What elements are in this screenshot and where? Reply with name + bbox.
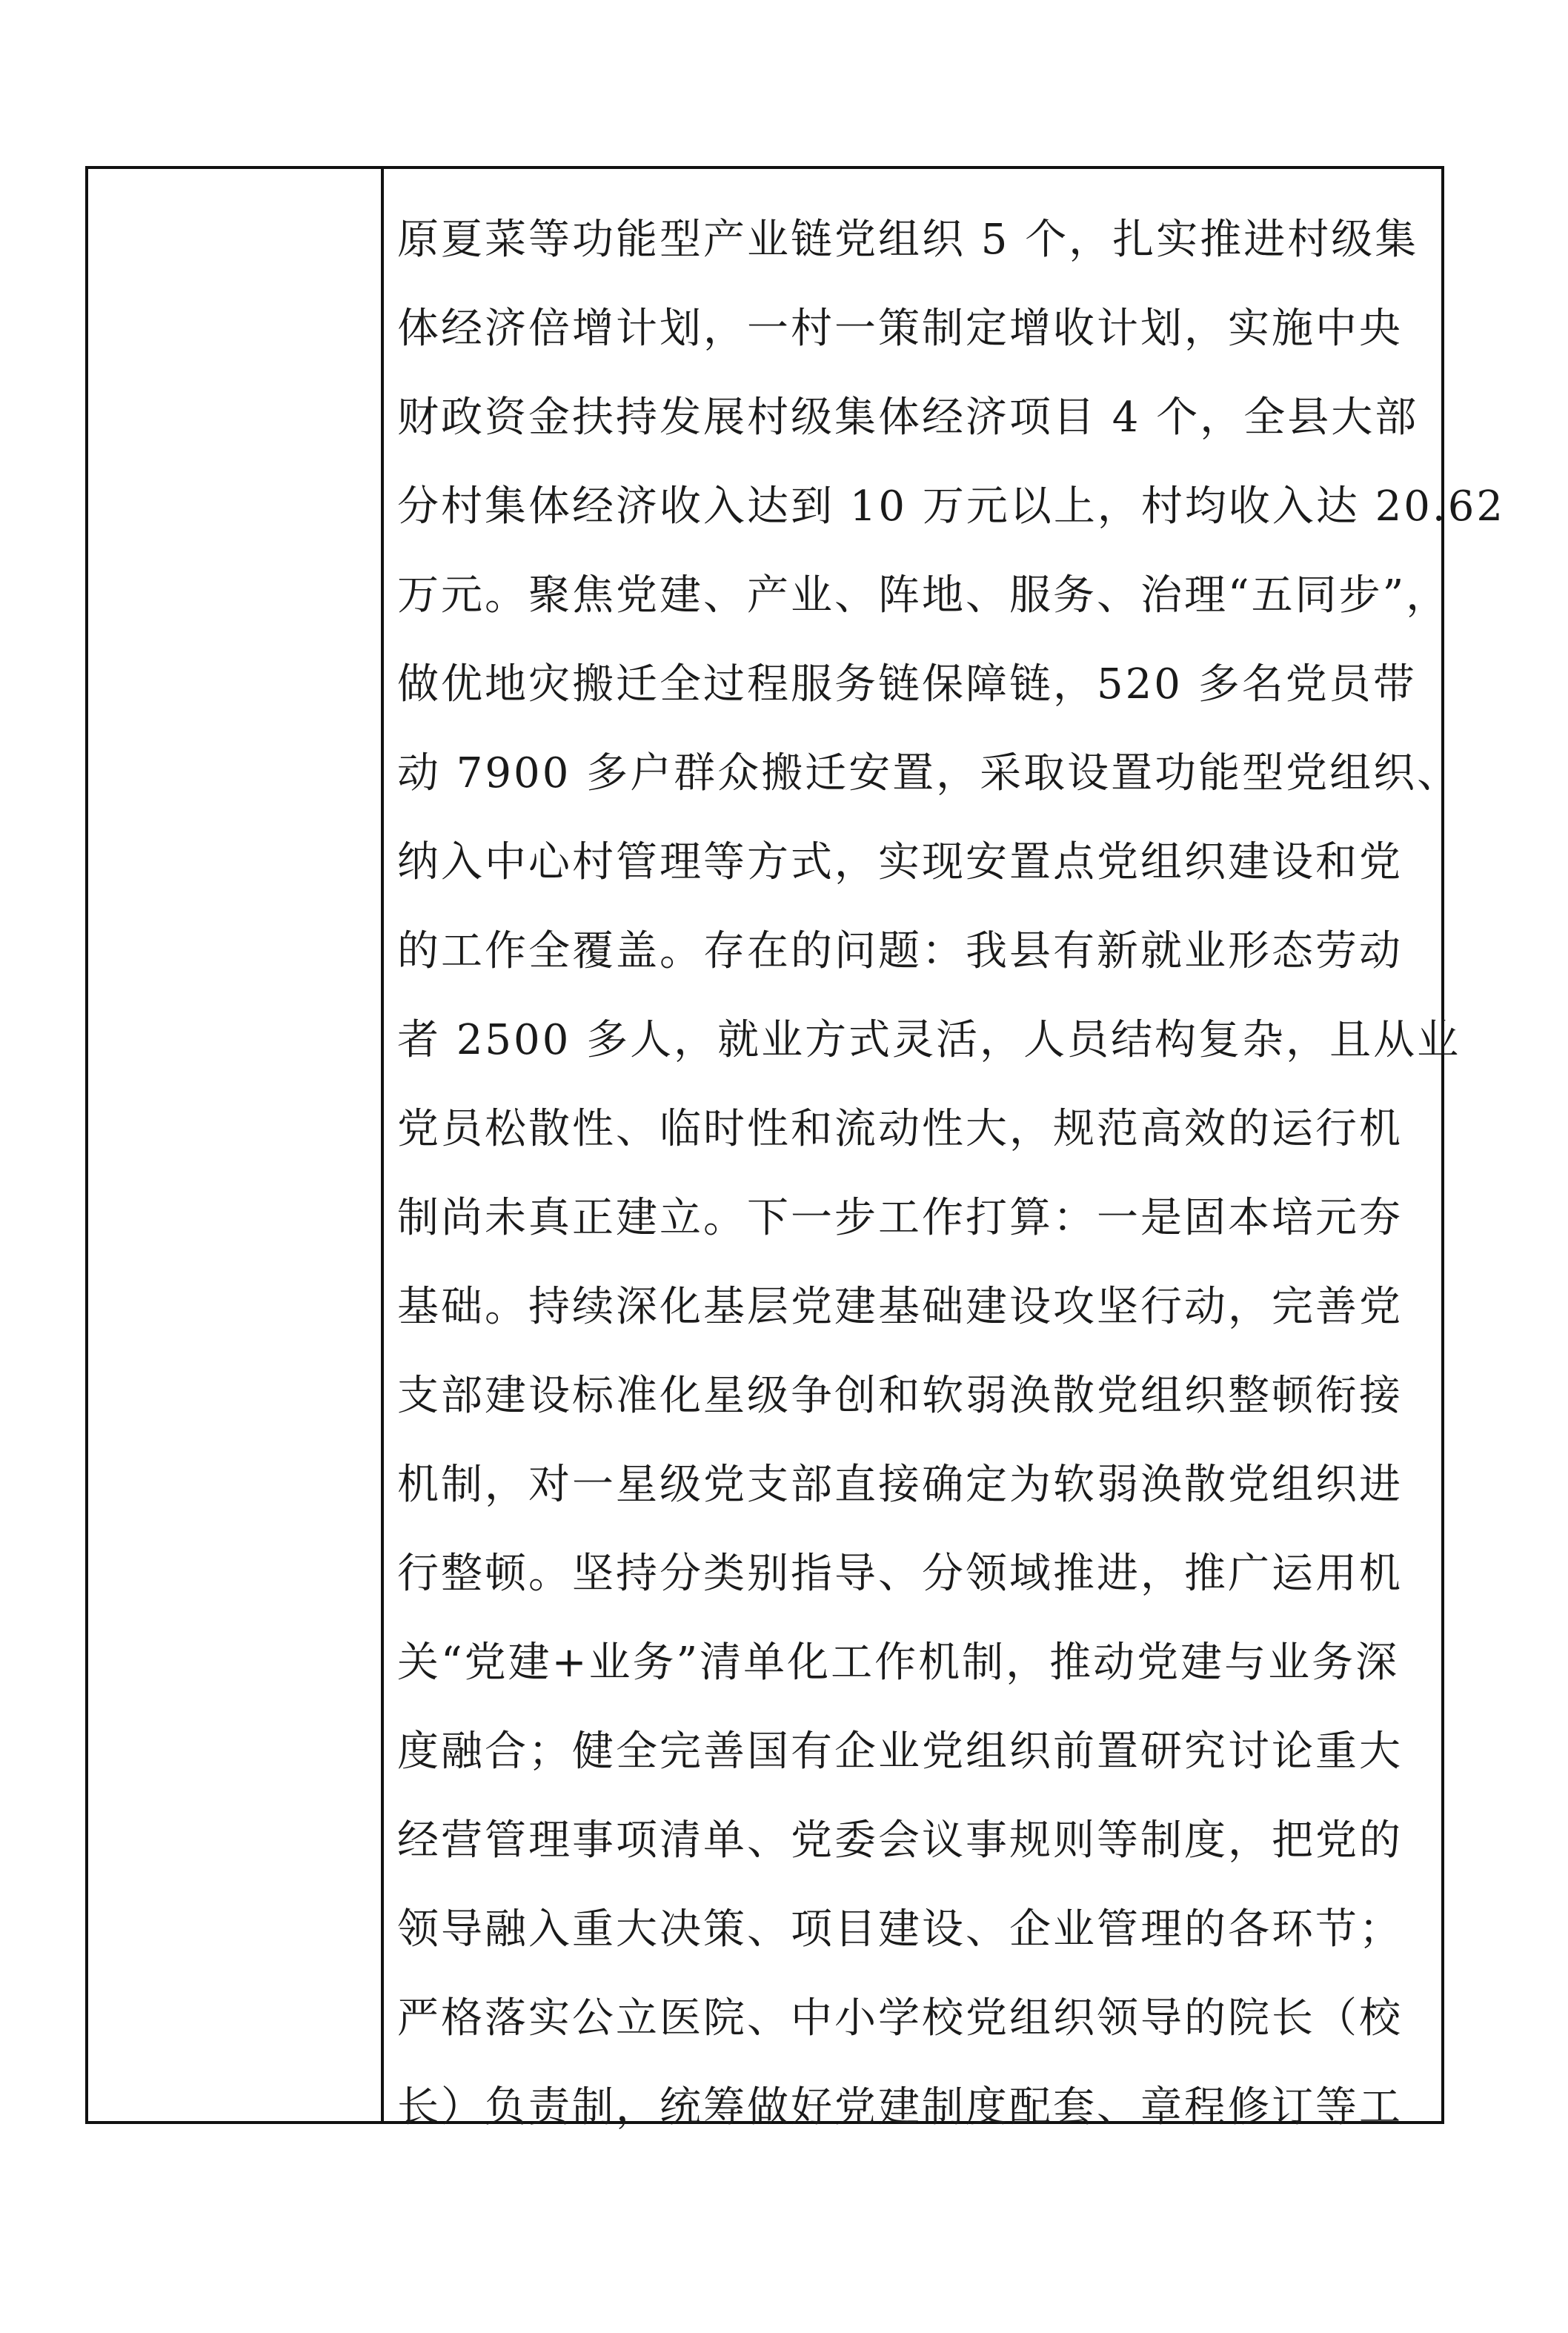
body-text — [397, 196, 1505, 2152]
text-line: 机制，对一星级党支部直接确定为软弱涣散党组织进 — [397, 1461, 1403, 1509]
text-line: 基础。持续深化基层党建基础建设攻坚行动，完善党 — [397, 1283, 1403, 1331]
label-cell — [88, 169, 384, 2121]
text-line: 领导融入重大决策、项目建设、企业管理的各环节； — [397, 1905, 1403, 1954]
text-line: 分村集体经济收入达到 10 万元以上，村均收入达 20.62 — [397, 482, 1505, 531]
text-line: 党员松散性、临时性和流动性大，规范高效的运行机 — [397, 1105, 1403, 1153]
text-line: 行整顿。坚持分类别指导、分领域推进，推广运用机 — [397, 1550, 1403, 1598]
text-line: 纳入中心村管理等方式，实现安置点党组织建设和党 — [397, 838, 1403, 886]
text-line: 原夏菜等功能型产业链党组织 5 个，扎实推进村级集 — [397, 216, 1419, 264]
content-table — [85, 166, 1505, 2131]
text-line: 者 2500 多人，就业方式灵活，人员结构复杂，且从业 — [397, 1016, 1461, 1064]
text-line: 支部建设标准化星级争创和软弱涣散党组织整顿衔接 — [397, 1372, 1403, 1420]
text-line: 做优地灾搬迁全过程服务链保障链，520 多名党员带 — [397, 660, 1417, 708]
text-line: 的工作全覆盖。存在的问题：我县有新就业形态劳动 — [397, 927, 1403, 975]
text-line: 度融合；健全完善国有企业党组织前置研究讨论重大 — [397, 1728, 1403, 1776]
text-line: 体经济倍增计划，一村一策制定增收计划，实施中央 — [397, 305, 1403, 353]
text-line: 严格落实公立医院、中小学校党组织领导的院长（校 — [397, 1994, 1403, 2042]
text-line: 万元。聚焦党建、产业、阵地、服务、治理“五同步”， — [397, 571, 1450, 620]
text-line: 财政资金扶持发展村级集体经济项目 4 个，全县大部 — [397, 394, 1419, 442]
text-line: 长）负责制，统筹做好党建制度配套、章程修订等工 — [397, 2083, 1403, 2131]
text-line: 关“党建+业务”清单化工作机制，推动党建与业务深 — [397, 1639, 1400, 1687]
text-line: 制尚未真正建立。下一步工作打算：一是固本培元夯 — [397, 1194, 1403, 1242]
text-line: 经营管理事项清单、党委会议事规则等制度，把党的 — [397, 1816, 1403, 1865]
text-line: 动 7900 多户群众搬迁安置，采取设置功能型党组织、 — [397, 749, 1461, 797]
text-cell — [384, 169, 1505, 2131]
